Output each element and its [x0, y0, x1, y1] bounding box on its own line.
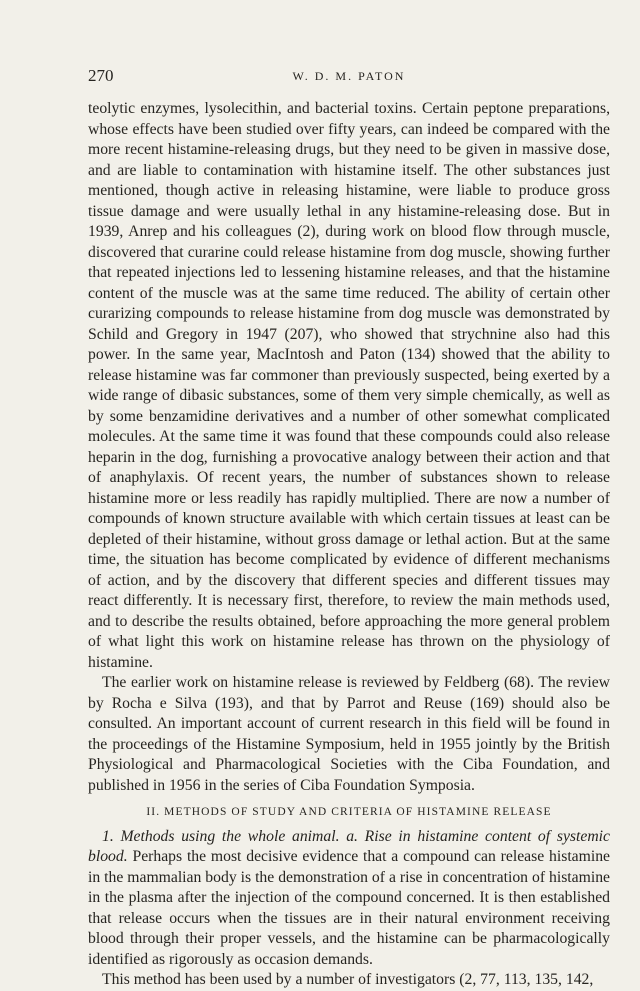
- subsection-italic-heading: 1. Methods using the whole animal. a. Rise in histamine content of systemic blood.: [88, 827, 610, 865]
- paragraph-final: This method has been used by a number of investigators (2, 77, 113, 135, 142,: [102, 971, 594, 988]
- paragraph-methods: [88, 827, 610, 971]
- running-head: W. D. M. PATON: [292, 69, 406, 83]
- subsection-text: Perhaps the most decisive evidence that a compound can release histamine in the mammalian body is the demonstration of a rise in concentration of histamine in the plasma after the injection of the compound concerned. It is then established that release occurs when the tissues are in their natural environment receiving blood through their proper vessels, and the histamine can be pharmacologically identified as rigorously as occasion demands.: [88, 848, 611, 968]
- paragraph-review-references: The earlier work on histamine release is reviewed by Feldberg (68). The review by Rocha e Silva (193), and that by Parrot and Reuse (169) should also be consulted. An important account of current research in this field will be found in the proceedings of the Histamine Symposium, held in 1955 jointly by the British Physiological and Pharmacological Societies with the Ciba Foundation, and published in 1956 in the series of Ciba Foundation Symposia.: [88, 674, 610, 794]
- section-heading: II. METHODS OF STUDY AND CRITERIA OF HISTAMINE RELEASE: [146, 806, 552, 818]
- page-number: 270: [88, 66, 114, 85]
- paragraph-continued: teolytic enzymes, lysolecithin, and bacterial toxins. Certain peptone preparations, whose effects have been studied over fifty years, can indeed be compared with the more recent histamine-releasing drugs, but they need to be given in massive dose, and are liable to contamination with histamine itself. The other substances just mentioned, though active in releasing histamine, were liable to produce gross tissue damage and were usually lethal in any histamine-releasing dose. But in 1939, Anrep and his colleagues (2), during work on blood flow through muscle, discovered that curarine could release histamine from dog muscle, showing further that repeated injections led to lessening histamine releases, and that the histamine content of the muscle was at the same time reduced. The ability of certain other curarizing compounds to release histamine from dog muscle was demonstrated by Schild and Gregory in 1947 (207), who showed that strychnine also had this power. In the same year, MacIntosh and Paton (134) showed that the ability to release histamine was far commoner than previously suspected, being exerted by a wide range of dibasic substances, some of them very simple chemically, as well as by some benzamidine derivatives and a number of other somewhat complicated molecules. At the same time it was found that these compounds could also release heparin in the dog, furnishing a provocative analogy between their action and that of anaphylaxis. Of recent years, the number of substances shown to release histamine more or less readily has rapidly multiplied. There are now a number of compounds of known structure available with which certain tissues at least can be depleted of their histamine, without gross damage or lethal action. But at the same time, the situation has become complicated by evidence of different mechanisms of action, and by the discovery that different species and different tissues may react differently. It is necessary first, therefore, to review the main methods used, and to describe the results obtained, before approaching the more general problem of what light this work on histamine release has thrown on the physiology of histamine.: [88, 100, 610, 671]
- page-header: [88, 66, 610, 90]
- body-text: [88, 99, 610, 991]
